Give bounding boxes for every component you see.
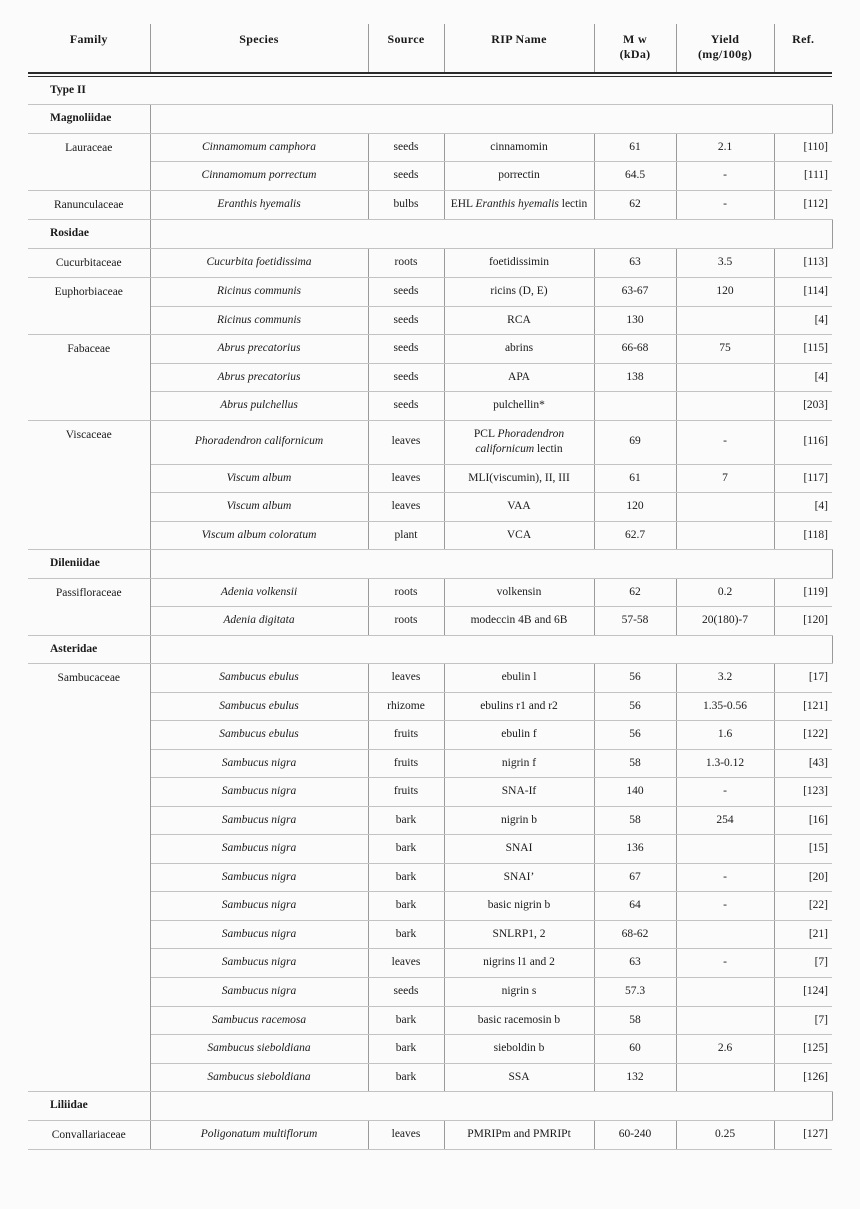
cell-rip-name: cinnamomin	[444, 133, 594, 162]
subclass-row	[28, 1092, 832, 1121]
cell-mw: 57-58	[594, 607, 676, 636]
cell-ref: [114]	[774, 278, 832, 307]
cell-rip-name: VAA	[444, 493, 594, 522]
cell-family: Euphorbiaceae	[28, 278, 150, 335]
cell-ref: [110]	[774, 133, 832, 162]
subclass-label: Dileniidae	[28, 550, 150, 579]
cell-species: Cucurbita foetidissima	[150, 248, 368, 278]
cell-mw: 66-68	[594, 335, 676, 364]
cell-mw: 132	[594, 1063, 676, 1092]
cell-family: Sambucaceae	[28, 664, 150, 1092]
cell-mw: 68-62	[594, 920, 676, 949]
cell-source: bulbs	[368, 190, 444, 220]
cell-species: Sambucus racemosa	[150, 1006, 368, 1035]
cell-yield: -	[676, 863, 774, 892]
subclass-label: Liliidae	[28, 1092, 150, 1121]
column-header-source	[368, 24, 444, 73]
cell-source: seeds	[368, 335, 444, 364]
cell-source: bark	[368, 920, 444, 949]
cell-rip-name: SNAI’	[444, 863, 594, 892]
cell-source: seeds	[368, 162, 444, 191]
cell-yield: -	[676, 949, 774, 978]
cell-source: roots	[368, 248, 444, 278]
cell-ref: [16]	[774, 806, 832, 835]
cell-mw: 60	[594, 1035, 676, 1064]
cell-ref: [125]	[774, 1035, 832, 1064]
column-header-mw-unit: (kDa)	[619, 47, 651, 61]
cell-yield	[676, 920, 774, 949]
cell-mw: 138	[594, 363, 676, 392]
cell-source: leaves	[368, 493, 444, 522]
cell-mw: 120	[594, 493, 676, 522]
cell-rip-name: ebulin l	[444, 664, 594, 693]
cell-rip-name: pulchellin*	[444, 392, 594, 421]
cell-yield: 3.5	[676, 248, 774, 278]
cell-ref: [119]	[774, 578, 832, 607]
cell-yield	[676, 363, 774, 392]
cell-species: Sambucus ebulus	[150, 692, 368, 721]
cell-source: bark	[368, 1063, 444, 1092]
cell-mw: 63	[594, 949, 676, 978]
cell-mw: 56	[594, 692, 676, 721]
cell-source: seeds	[368, 363, 444, 392]
column-header-rip-name	[444, 24, 594, 73]
cell-ref: [122]	[774, 721, 832, 750]
cell-rip-name: RCA	[444, 306, 594, 335]
column-header-species-label: Species	[239, 32, 279, 46]
cell-species: Sambucus nigra	[150, 806, 368, 835]
cell-rip-name: nigrin f	[444, 749, 594, 778]
cell-mw: 63-67	[594, 278, 676, 307]
cell-source: roots	[368, 578, 444, 607]
cell-species: Cinnamomum porrectum	[150, 162, 368, 191]
cell-ref: [123]	[774, 778, 832, 807]
cell-ref: [112]	[774, 190, 832, 220]
subclass-label: Magnoliidae	[28, 105, 150, 134]
cell-yield: 75	[676, 335, 774, 364]
cell-yield: 1.6	[676, 721, 774, 750]
cell-species: Ricinus communis	[150, 306, 368, 335]
cell-yield: -	[676, 892, 774, 921]
cell-species: Ricinus communis	[150, 278, 368, 307]
table-row	[28, 248, 832, 278]
cell-rip-name: ricins (D, E)	[444, 278, 594, 307]
cell-species: Sambucus nigra	[150, 778, 368, 807]
cell-ref: [4]	[774, 306, 832, 335]
cell-species: Sambucus nigra	[150, 892, 368, 921]
column-header-species	[150, 24, 368, 73]
cell-source: roots	[368, 607, 444, 636]
cell-species: Sambucus sieboldiana	[150, 1063, 368, 1092]
cell-species: Sambucus ebulus	[150, 664, 368, 693]
cell-family: Convallariaceae	[28, 1120, 150, 1150]
subclass-row	[28, 635, 832, 664]
cell-mw: 58	[594, 749, 676, 778]
cell-ref: [124]	[774, 978, 832, 1007]
table-row	[28, 190, 832, 220]
cell-mw: 136	[594, 835, 676, 864]
cell-rip-name: abrins	[444, 335, 594, 364]
subclass-filler	[150, 550, 832, 579]
cell-rip-name: nigrin b	[444, 806, 594, 835]
cell-mw: 63	[594, 248, 676, 278]
subclass-filler	[150, 105, 832, 134]
cell-family: Cucurbitaceae	[28, 248, 150, 278]
cell-species: Abrus pulchellus	[150, 392, 368, 421]
cell-source: bark	[368, 835, 444, 864]
column-header-family	[28, 24, 150, 73]
cell-yield: 2.6	[676, 1035, 774, 1064]
cell-species: Eranthis hyemalis	[150, 190, 368, 220]
cell-source: rhizome	[368, 692, 444, 721]
column-header-family-label: Family	[69, 32, 108, 46]
cell-species: Cinnamomum camphora	[150, 133, 368, 162]
cell-species: Sambucus sieboldiana	[150, 1035, 368, 1064]
cell-yield: 3.2	[676, 664, 774, 693]
table-row	[28, 1120, 832, 1150]
cell-rip-name: SSA	[444, 1063, 594, 1092]
cell-rip-name: ebulins r1 and r2	[444, 692, 594, 721]
cell-ref: [111]	[774, 162, 832, 191]
cell-yield	[676, 306, 774, 335]
cell-yield	[676, 835, 774, 864]
cell-species: Abrus precatorius	[150, 335, 368, 364]
cell-mw: 58	[594, 1006, 676, 1035]
rip-name-binomial: Eranthis hyemalis	[475, 198, 559, 211]
cell-mw: 60-240	[594, 1120, 676, 1150]
cell-source: bark	[368, 1035, 444, 1064]
cell-yield: 120	[676, 278, 774, 307]
cell-mw: 61	[594, 464, 676, 493]
cell-source: leaves	[368, 464, 444, 493]
cell-ref: [203]	[774, 392, 832, 421]
cell-family: Ranunculaceae	[28, 190, 150, 220]
cell-species: Adenia volkensii	[150, 578, 368, 607]
cell-source: leaves	[368, 420, 444, 464]
cell-species: Viscum album coloratum	[150, 521, 368, 550]
cell-yield	[676, 1063, 774, 1092]
cell-yield	[676, 1006, 774, 1035]
cell-mw: 130	[594, 306, 676, 335]
cell-yield: 2.1	[676, 133, 774, 162]
cell-ref: [113]	[774, 248, 832, 278]
table-body	[28, 76, 832, 1150]
cell-ref: [116]	[774, 420, 832, 464]
cell-yield: 0.2	[676, 578, 774, 607]
cell-rip-name: APA	[444, 363, 594, 392]
table-header	[28, 24, 832, 76]
cell-rip-name: porrectin	[444, 162, 594, 191]
column-header-rip-name-label: RIP Name	[491, 32, 547, 46]
cell-yield	[676, 978, 774, 1007]
cell-mw	[594, 392, 676, 421]
cell-yield: -	[676, 162, 774, 191]
cell-yield: 0.25	[676, 1120, 774, 1150]
cell-ref: [127]	[774, 1120, 832, 1150]
cell-source: fruits	[368, 778, 444, 807]
rip-name-binomial: Phoradendron californicum	[475, 427, 565, 456]
subclass-filler	[150, 220, 832, 249]
cell-mw: 58	[594, 806, 676, 835]
cell-source: fruits	[368, 749, 444, 778]
cell-rip-name: sieboldin b	[444, 1035, 594, 1064]
cell-source: leaves	[368, 949, 444, 978]
cell-mw: 64	[594, 892, 676, 921]
cell-species: Sambucus nigra	[150, 949, 368, 978]
cell-species: Sambucus nigra	[150, 749, 368, 778]
column-header-mw	[594, 24, 676, 73]
column-header-yield-unit: (mg/100g)	[697, 47, 753, 61]
cell-source: fruits	[368, 721, 444, 750]
cell-ref: [21]	[774, 920, 832, 949]
subclass-row	[28, 220, 832, 249]
cell-mw: 56	[594, 721, 676, 750]
table-row	[28, 133, 832, 162]
cell-source: leaves	[368, 664, 444, 693]
cell-source: bark	[368, 1006, 444, 1035]
cell-ref: [126]	[774, 1063, 832, 1092]
cell-ref: [4]	[774, 363, 832, 392]
subclass-filler	[150, 635, 832, 664]
cell-source: plant	[368, 521, 444, 550]
cell-rip-name: foetidissimin	[444, 248, 594, 278]
cell-species: Adenia digitata	[150, 607, 368, 636]
cell-family: Viscaceae	[28, 420, 150, 550]
header-row	[28, 24, 832, 73]
cell-species: Sambucus nigra	[150, 978, 368, 1007]
cell-ref: [117]	[774, 464, 832, 493]
cell-rip-name: volkensin	[444, 578, 594, 607]
cell-mw: 140	[594, 778, 676, 807]
cell-mw: 57.3	[594, 978, 676, 1007]
subclass-filler	[150, 1092, 832, 1121]
cell-rip-name: PCL Phoradendron californicum lectin	[444, 420, 594, 464]
cell-rip-name: SNA-If	[444, 778, 594, 807]
cell-source: leaves	[368, 1120, 444, 1150]
cell-species: Sambucus nigra	[150, 863, 368, 892]
cell-source: bark	[368, 892, 444, 921]
cell-species: Viscum album	[150, 493, 368, 522]
cell-yield: -	[676, 190, 774, 220]
column-header-source-label: Source	[387, 32, 425, 46]
cell-rip-name: PMRIPm and PMRIPt	[444, 1120, 594, 1150]
cell-rip-name: basic racemosin b	[444, 1006, 594, 1035]
cell-source: seeds	[368, 978, 444, 1007]
column-header-yield-label: Yield	[710, 32, 740, 46]
cell-yield	[676, 392, 774, 421]
cell-yield: -	[676, 778, 774, 807]
cell-species: Sambucus nigra	[150, 835, 368, 864]
cell-rip-name: basic nigrin b	[444, 892, 594, 921]
table-row	[28, 335, 832, 364]
cell-ref: [7]	[774, 949, 832, 978]
cell-ref: [15]	[774, 835, 832, 864]
cell-rip-name: MLI(viscumin), II, III	[444, 464, 594, 493]
cell-yield: -	[676, 420, 774, 464]
cell-species: Sambucus ebulus	[150, 721, 368, 750]
cell-rip-name: SNLRP1, 2	[444, 920, 594, 949]
cell-species: Phoradendron californicum	[150, 420, 368, 464]
subclass-row	[28, 550, 832, 579]
cell-ref: [43]	[774, 749, 832, 778]
column-header-mw-label: M w	[623, 32, 647, 46]
subclass-label: Asteridae	[28, 635, 150, 664]
cell-mw: 61	[594, 133, 676, 162]
cell-ref: [115]	[774, 335, 832, 364]
cell-source: seeds	[368, 133, 444, 162]
cell-ref: [20]	[774, 863, 832, 892]
cell-mw: 62.7	[594, 521, 676, 550]
cell-mw: 64.5	[594, 162, 676, 191]
cell-source: seeds	[368, 278, 444, 307]
cell-mw: 67	[594, 863, 676, 892]
table-row	[28, 664, 832, 693]
cell-rip-name: modeccin 4B and 6B	[444, 607, 594, 636]
cell-ref: [17]	[774, 664, 832, 693]
cell-source: seeds	[368, 306, 444, 335]
cell-ref: [7]	[774, 1006, 832, 1035]
cell-species: Poligonatum multiflorum	[150, 1120, 368, 1150]
cell-family: Fabaceae	[28, 335, 150, 421]
cell-rip-name: nigrins l1 and 2	[444, 949, 594, 978]
cell-mw: 56	[594, 664, 676, 693]
cell-yield	[676, 521, 774, 550]
cell-yield: 7	[676, 464, 774, 493]
cell-ref: [22]	[774, 892, 832, 921]
cell-mw: 69	[594, 420, 676, 464]
cell-family: Lauraceae	[28, 133, 150, 190]
cell-mw: 62	[594, 190, 676, 220]
cell-mw: 62	[594, 578, 676, 607]
type-heading-label: Type II	[28, 76, 832, 105]
cell-species: Abrus precatorius	[150, 363, 368, 392]
rip-table	[28, 24, 833, 1150]
cell-family: Passifloraceae	[28, 578, 150, 635]
cell-source: bark	[368, 806, 444, 835]
cell-yield: 1.35-0.56	[676, 692, 774, 721]
cell-species: Viscum album	[150, 464, 368, 493]
cell-ref: [118]	[774, 521, 832, 550]
cell-rip-name: SNAI	[444, 835, 594, 864]
cell-source: bark	[368, 863, 444, 892]
cell-yield	[676, 493, 774, 522]
column-header-ref	[774, 24, 832, 73]
cell-ref: [121]	[774, 692, 832, 721]
subclass-label: Rosidae	[28, 220, 150, 249]
column-header-yield	[676, 24, 774, 73]
cell-rip-name: VCA	[444, 521, 594, 550]
cell-yield: 254	[676, 806, 774, 835]
cell-yield: 20(180)-7	[676, 607, 774, 636]
subclass-row	[28, 105, 832, 134]
table-row	[28, 278, 832, 307]
table-row	[28, 578, 832, 607]
cell-species: Sambucus nigra	[150, 920, 368, 949]
cell-ref: [120]	[774, 607, 832, 636]
cell-yield: 1.3-0.12	[676, 749, 774, 778]
cell-rip-name: ebulin f	[444, 721, 594, 750]
cell-rip-name: nigrin s	[444, 978, 594, 1007]
table-row	[28, 420, 832, 464]
cell-rip-name: EHL Eranthis hyemalis lectin	[444, 190, 594, 220]
cell-source: seeds	[368, 392, 444, 421]
type-heading-row	[28, 76, 832, 105]
cell-ref: [4]	[774, 493, 832, 522]
column-header-ref-label: Ref.	[792, 32, 815, 46]
